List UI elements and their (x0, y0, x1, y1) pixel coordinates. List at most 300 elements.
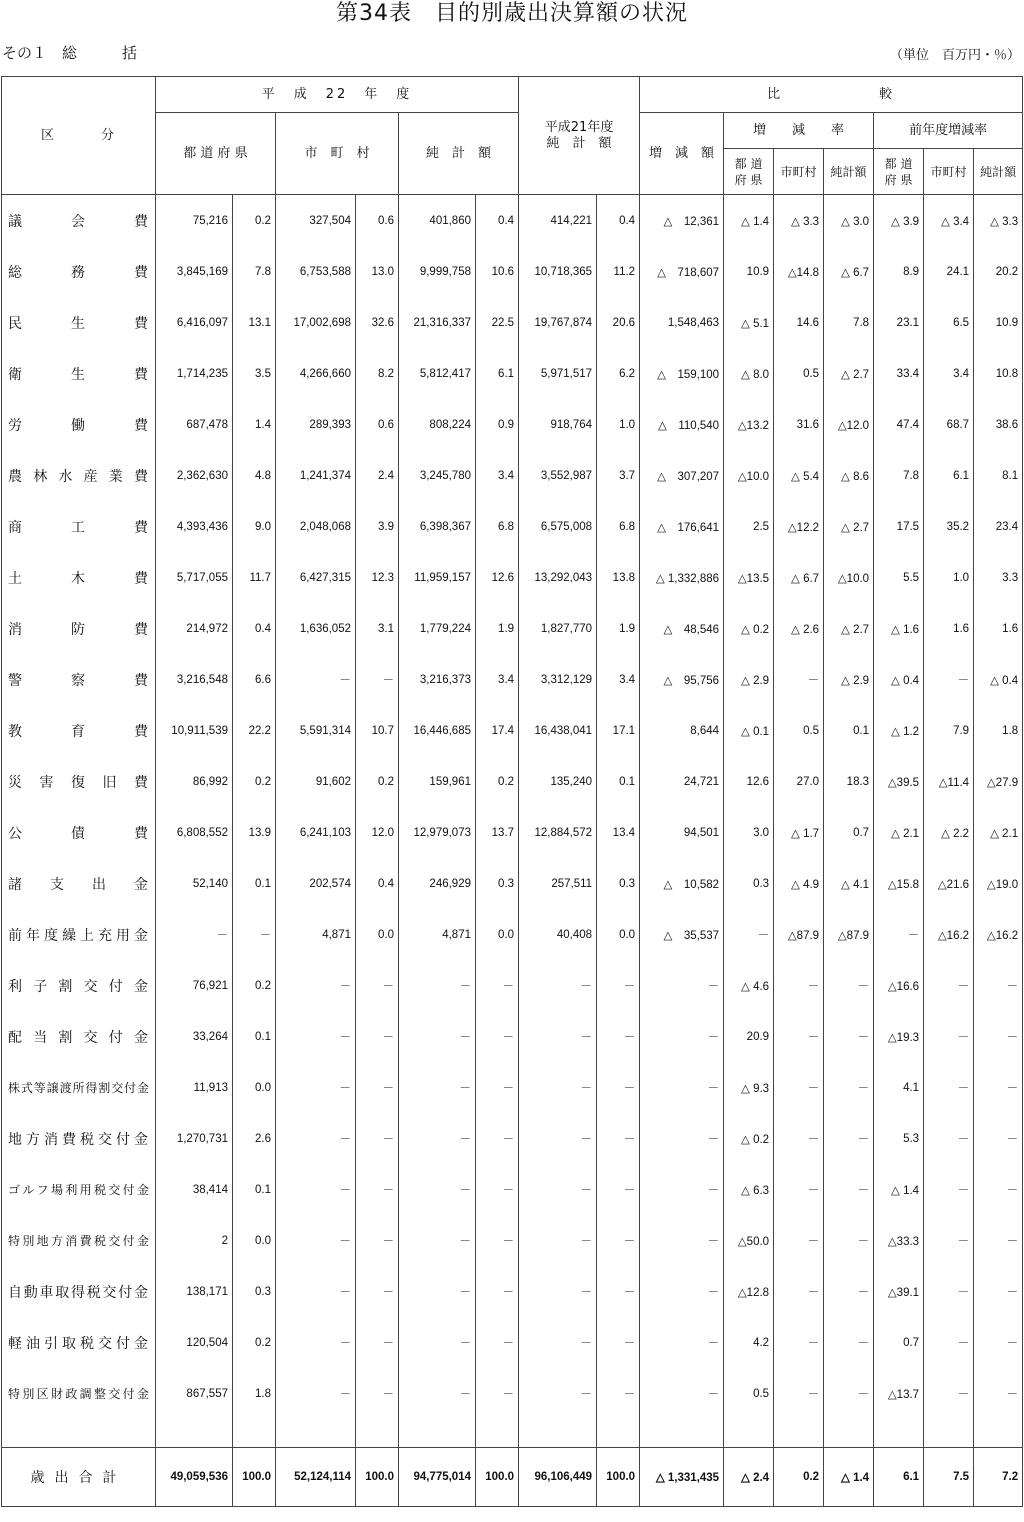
header-municipality: 市 町 村 (276, 113, 399, 195)
table-row (2, 603, 1023, 654)
table-cell: 96,106,449 (519, 1448, 597, 1507)
table-cell: 0.7 (874, 1317, 924, 1368)
table-cell: － (640, 1011, 724, 1062)
table-cell: 3,845,169 (156, 246, 233, 297)
table-cell: 0.2 (233, 960, 276, 1011)
table-cell: 4,871 (399, 909, 476, 960)
table-cell: － (640, 1113, 724, 1164)
table-cell: 7.5 (924, 1448, 974, 1507)
table-cell: 11.7 (233, 552, 276, 603)
table-cell: △ 2.9 (724, 654, 774, 705)
table-cell: 2,048,068 (276, 501, 356, 552)
table-cell: △ 1.4 (724, 195, 774, 247)
table-cell: － (356, 654, 399, 705)
table-cell: － (276, 1215, 356, 1266)
table-cell: 0.1 (597, 756, 640, 807)
row-label: 消 防 費 (2, 603, 156, 654)
table-cell: △12.2 (774, 501, 824, 552)
table-cell: 2 (156, 1215, 233, 1266)
table-cell: － (774, 1113, 824, 1164)
table-cell: 0.1 (233, 858, 276, 909)
row-label: 地方消費税交付金 (2, 1113, 156, 1164)
table-cell: △21.6 (924, 858, 974, 909)
table-cell: － (399, 1164, 476, 1215)
table-cell: △12.0 (824, 399, 874, 450)
table-cell: 0.2 (476, 756, 519, 807)
table-cell: － (974, 1215, 1023, 1266)
table-cell: － (597, 1011, 640, 1062)
table-cell: － (974, 1266, 1023, 1317)
unit-label: （単位 百万円・％） (889, 48, 1020, 63)
table-cell: － (774, 1317, 824, 1368)
header-rate-pref: 都 道 府 県 (724, 149, 774, 195)
table-cell: － (356, 1317, 399, 1368)
table-cell: － (476, 1011, 519, 1062)
table-cell: － (399, 1317, 476, 1368)
table-cell: － (774, 1164, 824, 1215)
table-row (2, 654, 1023, 705)
table-cell: 23.1 (874, 297, 924, 348)
header-h22: 平 成 22 年 度 (156, 77, 519, 113)
table-row (2, 705, 1023, 756)
table-cell: 6.5 (924, 297, 974, 348)
table-cell: － (924, 1215, 974, 1266)
table-cell: △ 176,641 (640, 501, 724, 552)
table-cell: 1,636,052 (276, 603, 356, 654)
table-cell: 40,408 (519, 909, 597, 960)
table-cell: 1.9 (597, 603, 640, 654)
table-cell: 6.1 (924, 450, 974, 501)
table-cell: △ 5.1 (724, 297, 774, 348)
table-cell: － (974, 1113, 1023, 1164)
table-cell: － (640, 1062, 724, 1113)
expenditure-table (1, 76, 1023, 1507)
table-cell: 17,002,698 (276, 297, 356, 348)
table-row (2, 1062, 1023, 1113)
table-cell: △ 3.4 (924, 195, 974, 247)
table-cell: － (476, 1215, 519, 1266)
table-cell: 7.8 (233, 246, 276, 297)
table-cell: － (476, 1266, 519, 1317)
table-cell: － (356, 1113, 399, 1164)
table-cell: － (276, 1266, 356, 1317)
table-cell: △ 1.2 (874, 705, 924, 756)
row-label: 衛 生 費 (2, 348, 156, 399)
table-cell: 19,767,874 (519, 297, 597, 348)
table-cell: 1.4 (233, 399, 276, 450)
table-cell: △ 110,540 (640, 399, 724, 450)
table-cell: 13,292,043 (519, 552, 597, 603)
table-cell: 8,644 (640, 705, 724, 756)
row-label: 災害復旧費 (2, 756, 156, 807)
table-cell: － (597, 1062, 640, 1113)
table-cell: － (276, 1011, 356, 1062)
table-cell: 327,504 (276, 195, 356, 247)
table-row (2, 858, 1023, 909)
table-cell: － (519, 1164, 597, 1215)
table-cell: 6.6 (233, 654, 276, 705)
table-cell: － (774, 654, 824, 705)
table-cell: － (276, 1113, 356, 1164)
table-cell: 2.4 (356, 450, 399, 501)
table-cell: △ 48,546 (640, 603, 724, 654)
table-cell: 33.4 (874, 348, 924, 399)
table-cell: 0.0 (233, 1062, 276, 1113)
table-cell: 0.3 (724, 858, 774, 909)
table-cell: － (476, 1368, 519, 1419)
table-cell: △ 0.4 (874, 654, 924, 705)
table-cell: 0.3 (233, 1266, 276, 1317)
table-cell: 47.4 (874, 399, 924, 450)
table-cell: △ 2.1 (974, 807, 1023, 858)
table-cell: － (399, 1215, 476, 1266)
table-cell: － (924, 1011, 974, 1062)
table-cell: 10.7 (356, 705, 399, 756)
table-cell: △87.9 (774, 909, 824, 960)
table-cell: 0.1 (824, 705, 874, 756)
header-comparison: 比 較 (640, 77, 1023, 113)
table-cell: 0.1 (233, 1011, 276, 1062)
table-cell: 0.6 (356, 195, 399, 247)
table-cell: － (924, 960, 974, 1011)
table-cell: 1.9 (476, 603, 519, 654)
table-cell: － (824, 1113, 874, 1164)
table-cell: － (399, 1113, 476, 1164)
table-cell: － (974, 1317, 1023, 1368)
table-cell: － (399, 1062, 476, 1113)
table-cell: △ 2.2 (924, 807, 974, 858)
table-cell: 1.0 (924, 552, 974, 603)
table-cell: △10.0 (724, 450, 774, 501)
table-cell: 1,827,770 (519, 603, 597, 654)
table-cell: － (924, 1113, 974, 1164)
table-cell: 8.2 (356, 348, 399, 399)
table-cell: 6,416,097 (156, 297, 233, 348)
row-label: 教 育 費 (2, 705, 156, 756)
table-row (2, 807, 1023, 858)
table-cell: 2,362,630 (156, 450, 233, 501)
table-cell: － (774, 960, 824, 1011)
table-cell: 1,241,374 (276, 450, 356, 501)
table-cell: △ 35,537 (640, 909, 724, 960)
table-cell: 0.1 (233, 1164, 276, 1215)
table-cell: 14.6 (774, 297, 824, 348)
table-cell: － (399, 1266, 476, 1317)
table-cell: － (519, 1368, 597, 1419)
table-cell: △ 95,756 (640, 654, 724, 705)
table-cell: 17.4 (476, 705, 519, 756)
table-cell: 18.3 (824, 756, 874, 807)
table-cell: △ 1,332,886 (640, 552, 724, 603)
table-cell: 20.9 (724, 1011, 774, 1062)
row-label: 商 工 費 (2, 501, 156, 552)
table-cell: 1.6 (974, 603, 1023, 654)
table-cell: － (924, 1368, 974, 1419)
row-label: 公 債 費 (2, 807, 156, 858)
table-cell: 3,245,780 (399, 450, 476, 501)
table-cell: 0.6 (356, 399, 399, 450)
table-cell: △87.9 (824, 909, 874, 960)
table-cell: 5,812,417 (399, 348, 476, 399)
table-cell: △ 2.9 (824, 654, 874, 705)
row-label: ゴルフ場利用税交付金 (2, 1164, 156, 1215)
table-cell: － (476, 1062, 519, 1113)
table-cell: － (974, 960, 1023, 1011)
table-cell: 7.8 (874, 450, 924, 501)
table-cell: 75,216 (156, 195, 233, 247)
table-cell: 17.5 (874, 501, 924, 552)
table-cell: 6,575,008 (519, 501, 597, 552)
table-cell: 24,721 (640, 756, 724, 807)
table-cell: 1,779,224 (399, 603, 476, 654)
table-cell: 6.1 (476, 348, 519, 399)
table-cell: － (276, 1164, 356, 1215)
row-label: 配当割交付金 (2, 1011, 156, 1062)
table-cell: 1.0 (597, 399, 640, 450)
table-cell: 22.5 (476, 297, 519, 348)
table-cell: △ 4.6 (724, 960, 774, 1011)
table-cell: 100.0 (476, 1448, 519, 1507)
table-cell: － (597, 1164, 640, 1215)
table-cell: 13.9 (233, 807, 276, 858)
table-cell: △ 1.6 (874, 603, 924, 654)
table-cell: － (774, 1266, 824, 1317)
table-cell: 13.7 (476, 807, 519, 858)
table-cell: － (519, 1215, 597, 1266)
table-cell: 94,775,014 (399, 1448, 476, 1507)
table-cell: △33.3 (874, 1215, 924, 1266)
table-cell: － (640, 1164, 724, 1215)
row-label: 総 務 費 (2, 246, 156, 297)
table-cell: － (824, 960, 874, 1011)
table-cell: － (399, 1368, 476, 1419)
table-cell: 12.6 (476, 552, 519, 603)
table-cell: － (233, 909, 276, 960)
table-cell: － (824, 1215, 874, 1266)
table-row (2, 1011, 1023, 1062)
table-cell: 76,921 (156, 960, 233, 1011)
table-cell: － (276, 960, 356, 1011)
row-label: 特別地方消費税交付金 (2, 1215, 156, 1266)
table-cell: 0.3 (597, 858, 640, 909)
table-cell: 35.2 (924, 501, 974, 552)
table-cell: － (824, 1011, 874, 1062)
table-cell: 0.4 (597, 195, 640, 247)
table-cell: 10.9 (974, 297, 1023, 348)
table-cell: － (640, 1317, 724, 1368)
table-cell: 0.0 (233, 1215, 276, 1266)
table-cell: 12.0 (356, 807, 399, 858)
header-rate-muni: 市町村 (774, 149, 824, 195)
table-cell: 6.8 (476, 501, 519, 552)
table-cell: △ 2.6 (774, 603, 824, 654)
row-label: 議 会 費 (2, 195, 156, 247)
table-cell: 5,971,517 (519, 348, 597, 399)
table-cell: － (974, 1011, 1023, 1062)
table-cell: 6,398,367 (399, 501, 476, 552)
table-cell: 7.8 (824, 297, 874, 348)
row-label: 諸 支 出 金 (2, 858, 156, 909)
table-cell: 0.5 (774, 705, 824, 756)
table-cell: 9.0 (233, 501, 276, 552)
table-cell: － (924, 1062, 974, 1113)
table-cell: △ 2.7 (824, 348, 874, 399)
table-cell: － (774, 1062, 824, 1113)
table-cell: 5.5 (874, 552, 924, 603)
table-cell: △19.3 (874, 1011, 924, 1062)
table-cell: △13.7 (874, 1368, 924, 1419)
table-cell: － (356, 1011, 399, 1062)
table-cell: △ 5.4 (774, 450, 824, 501)
table-cell: 5.3 (874, 1113, 924, 1164)
table-cell: 23.4 (974, 501, 1023, 552)
table-cell: － (824, 1368, 874, 1419)
table-cell: － (519, 1317, 597, 1368)
header-rate-net: 純計額 (824, 149, 874, 195)
table-cell: 31.6 (774, 399, 824, 450)
table-cell: △ 1.4 (824, 1448, 874, 1507)
table-cell: － (519, 1011, 597, 1062)
table-cell: 289,393 (276, 399, 356, 450)
header-prev-muni: 市町村 (924, 149, 974, 195)
spacer-row (2, 1419, 1023, 1448)
table-cell: 1.6 (924, 603, 974, 654)
table-cell: △ 6.3 (724, 1164, 774, 1215)
header-h21: 平成21年度 純 計 額 (519, 77, 640, 195)
table-cell: 13.0 (356, 246, 399, 297)
table-row (2, 1368, 1023, 1419)
table-cell: 3,216,373 (399, 654, 476, 705)
table-cell: － (399, 960, 476, 1011)
table-cell: － (356, 960, 399, 1011)
table-cell: 3.9 (356, 501, 399, 552)
table-cell: － (476, 1317, 519, 1368)
table-cell: 120,504 (156, 1317, 233, 1368)
table-cell: 7.2 (974, 1448, 1023, 1507)
table-cell: △ 1.7 (774, 807, 824, 858)
table-cell: － (924, 1317, 974, 1368)
table-cell: － (476, 1113, 519, 1164)
table-cell: 86,992 (156, 756, 233, 807)
table-cell: 5,717,055 (156, 552, 233, 603)
table-cell: － (874, 909, 924, 960)
table-cell: △19.0 (974, 858, 1023, 909)
section-label: その１ 総 括 (2, 44, 138, 62)
table-cell: △ 0.4 (974, 654, 1023, 705)
table-cell: 100.0 (233, 1448, 276, 1507)
table-cell: － (476, 1164, 519, 1215)
table-row (2, 195, 1023, 247)
table-cell: － (640, 960, 724, 1011)
table-cell: 10.6 (476, 246, 519, 297)
page-title: 第34表 目的別歳出決算額の状況 (336, 1, 688, 26)
table-cell: 214,972 (156, 603, 233, 654)
table-cell: － (356, 1368, 399, 1419)
table-cell: 0.2 (233, 1317, 276, 1368)
table-cell: 38,414 (156, 1164, 233, 1215)
table-cell: 12,979,073 (399, 807, 476, 858)
table-cell: 11,913 (156, 1062, 233, 1113)
table-cell: △ 2.7 (824, 603, 874, 654)
table-cell: △ 6.7 (824, 246, 874, 297)
table-cell: 6,241,103 (276, 807, 356, 858)
table-cell: 0.5 (774, 348, 824, 399)
table-cell: 138,171 (156, 1266, 233, 1317)
table-cell: － (974, 1164, 1023, 1215)
table-cell: 0.0 (597, 909, 640, 960)
table-cell: 6,808,552 (156, 807, 233, 858)
table-row (2, 1164, 1023, 1215)
table-cell: △ 3.3 (974, 195, 1023, 247)
table-cell: － (356, 1164, 399, 1215)
table-cell: 246,929 (399, 858, 476, 909)
table-cell: △ 2.4 (724, 1448, 774, 1507)
table-cell: 4,266,660 (276, 348, 356, 399)
table-cell: 3.3 (974, 552, 1023, 603)
table-cell: 1,548,463 (640, 297, 724, 348)
table-cell: 13.4 (597, 807, 640, 858)
table-cell: 3.1 (356, 603, 399, 654)
table-cell: 3.4 (476, 450, 519, 501)
table-cell: 1.8 (974, 705, 1023, 756)
table-cell: 3.4 (476, 654, 519, 705)
table-cell: － (276, 1317, 356, 1368)
table-cell: △ 3.0 (824, 195, 874, 247)
row-label: 警 察 費 (2, 654, 156, 705)
table-cell: 0.4 (476, 195, 519, 247)
table-cell: 100.0 (356, 1448, 399, 1507)
table-cell: △14.8 (774, 246, 824, 297)
table-cell: 100.0 (597, 1448, 640, 1507)
table-cell: 135,240 (519, 756, 597, 807)
table-cell: 94,501 (640, 807, 724, 858)
table-cell: － (356, 1062, 399, 1113)
header-prefecture: 都 道 府 県 (156, 113, 276, 195)
table-cell: 808,224 (399, 399, 476, 450)
table-cell: 68.7 (924, 399, 974, 450)
table-cell: － (824, 1164, 874, 1215)
table-cell: 52,140 (156, 858, 233, 909)
table-cell: 17.1 (597, 705, 640, 756)
table-cell: △39.5 (874, 756, 924, 807)
table-cell: 2.6 (233, 1113, 276, 1164)
table-cell: － (519, 1266, 597, 1317)
table-cell: － (356, 1266, 399, 1317)
table-cell: 4.1 (874, 1062, 924, 1113)
table-cell: 0.9 (476, 399, 519, 450)
table-cell: △ 4.9 (774, 858, 824, 909)
table-cell: 16,438,041 (519, 705, 597, 756)
table-cell: － (824, 1317, 874, 1368)
table-cell: 6.2 (597, 348, 640, 399)
table-cell: 6,427,315 (276, 552, 356, 603)
table-cell: △ 307,207 (640, 450, 724, 501)
row-label: 自動車取得税交付金 (2, 1266, 156, 1317)
table-cell: 0.5 (724, 1368, 774, 1419)
table-cell: 3.5 (233, 348, 276, 399)
table-cell: － (974, 1368, 1023, 1419)
table-cell: △ 8.0 (724, 348, 774, 399)
table-row (2, 1215, 1023, 1266)
table-cell: 4.8 (233, 450, 276, 501)
header-change-rate: 増 減 率 (724, 113, 874, 149)
table-cell: 0.3 (476, 858, 519, 909)
table-cell: 10,718,365 (519, 246, 597, 297)
table-cell: － (724, 909, 774, 960)
table-cell: 91,602 (276, 756, 356, 807)
table-cell: △10.0 (824, 552, 874, 603)
table-cell: 21,316,337 (399, 297, 476, 348)
